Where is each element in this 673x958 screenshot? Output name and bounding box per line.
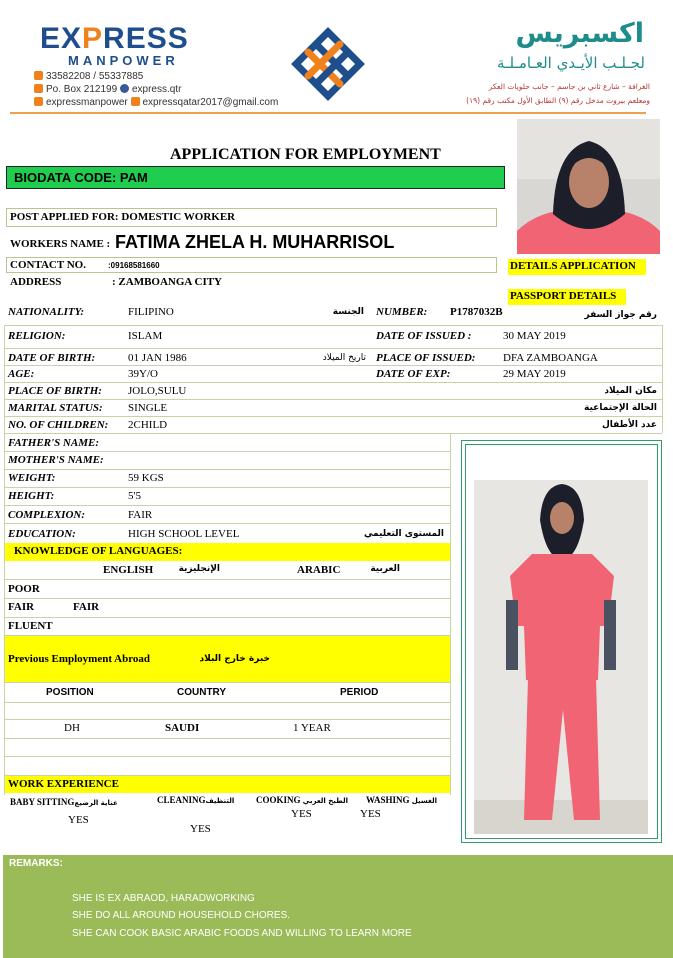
education-arabic: المستوى التعليمي — [363, 529, 444, 539]
email-line: expressmanpower expressqatar2017@gmail.com — [34, 97, 278, 108]
prev-period: 1 YEAR — [293, 722, 331, 734]
page-title: APPLICATION FOR EMPLOYMENT — [170, 146, 441, 163]
weight-value: 59 KGS — [128, 472, 164, 484]
facebook-icon — [120, 84, 129, 93]
header-divider — [10, 112, 646, 114]
languages-heading: KNOWLEDGE OF LANGUAGES: — [14, 545, 183, 557]
height-label: HEIGHT: — [8, 490, 55, 502]
remark-line: SHE IS EX ABRAOD, HARADWORKING — [72, 893, 255, 904]
passport-number-arabic: رقم جواز السفر — [584, 310, 657, 320]
brand-subtitle-arabic: لجـلـب الأيـدي العـامـلـة — [497, 54, 645, 72]
issued-date-value: 30 MAY 2019 — [503, 330, 566, 342]
lang-level-poor: POOR — [8, 583, 40, 595]
remarks-panel — [3, 855, 673, 958]
knot-logo-icon — [288, 24, 370, 104]
brand-manpower: MANPOWER — [68, 53, 179, 68]
pobox-line: Po. Box 212199 express.qtr — [34, 84, 181, 95]
dob-label: DATE OF BIRTH: — [8, 352, 96, 364]
dob-arabic: تاريخ الميلاد — [322, 353, 366, 363]
pob-label: PLACE OF BIRTH: — [8, 385, 102, 397]
contact-value: :09168581660 — [108, 261, 160, 270]
instagram-icon — [34, 97, 43, 106]
baby-sitting-label: BABY SITTINGعناية الرضيع — [10, 797, 118, 807]
pob-value: JOLO,SULU — [128, 385, 187, 397]
remark-line: SHE CAN COOK BASIC ARABIC FOODS AND WILLING TO LEARN MORE — [72, 928, 412, 939]
baby-sitting-value: YES — [68, 814, 89, 826]
lang-english-fair: FAIR — [73, 601, 100, 613]
issued-place-value: DFA ZAMBOANGA — [503, 352, 598, 364]
dob-value: 01 JAN 1986 — [128, 352, 187, 364]
brand-logo-text: EXPRESS — [40, 22, 189, 55]
expiry-value: 29 MAY 2019 — [503, 368, 566, 380]
brand-logo-arabic: اكسبريس — [515, 18, 644, 49]
remarks-label: REMARKS: — [9, 858, 63, 869]
children-label: NO. OF CHILDREN: — [8, 419, 109, 431]
passport-number-value: P1787032B — [450, 306, 503, 318]
age-label: AGE: — [8, 368, 35, 380]
washing-label: WASHING الغسيل — [366, 795, 437, 805]
marital-arabic: الحالة الإجتماعية — [584, 403, 657, 413]
previous-employment-heading: Previous Employment Abroad — [8, 653, 150, 665]
nationality-label: NATIONALITY: — [8, 306, 84, 318]
religion-label: RELIGION: — [8, 330, 66, 342]
col-period: PERIOD — [340, 687, 379, 698]
lang-level-fair: FAIR — [8, 601, 35, 613]
passport-details: PASSPORT DETAILS — [510, 290, 617, 302]
phone-icon — [34, 71, 43, 80]
pob-arabic: مكان الميلاد — [604, 386, 657, 396]
washing-value: YES — [360, 808, 381, 820]
address-value: : ZAMBOANGA CITY — [112, 276, 223, 288]
post-applied: POST APPLIED FOR: DOMESTIC WORKER — [10, 211, 236, 223]
nationality-value: FILIPINO — [128, 306, 174, 318]
education-value: HIGH SCHOOL LEVEL — [128, 528, 240, 540]
weight-label: WEIGHT: — [8, 472, 56, 484]
cooking-value: YES — [291, 808, 312, 820]
issued-date-label: DATE OF ISSUED : — [376, 330, 472, 342]
full-body-photo — [474, 480, 648, 834]
passport-number-label: NUMBER: — [376, 306, 428, 318]
children-arabic: عدد الأطفال — [601, 420, 657, 430]
prev-position: DH — [64, 722, 80, 734]
marital-label: MARITAL STATUS: — [8, 402, 103, 414]
address-arabic-1: الغرافة – شارع ثاني بن جاسم – جانب حلويات العكر — [488, 82, 650, 91]
cooking-label: COOKING الطبخ العربي — [256, 795, 348, 805]
work-experience-heading: WORK EXPERIENCE — [8, 778, 119, 790]
expiry-label: DATE OF EXP: — [376, 368, 451, 380]
lang-level-fluent: FLUENT — [8, 620, 53, 632]
complexion-value: FAIR — [128, 509, 153, 521]
complexion-label: COMPLEXION: — [8, 509, 86, 521]
remark-line: SHE DO ALL AROUND HOUSEHOLD CHORES. — [72, 910, 291, 921]
marital-value: SINGLE — [128, 402, 168, 414]
address-arabic-2: ومعلعم بيروت مدخل رقم (٩) الطابق الأول مكتب رقم (١٩) — [466, 96, 650, 105]
cleaning-label: CLEANINGالتنظيف — [157, 795, 235, 805]
biodata-code: BIODATA CODE: PAM — [6, 166, 505, 189]
children-value: 2CHILD — [128, 419, 168, 431]
education-label: EDUCATION: — [8, 528, 76, 540]
portrait-photo — [517, 119, 660, 254]
col-position: POSITION — [46, 687, 94, 698]
details-application: DETAILS APPLICATION — [510, 260, 636, 272]
contact-label: CONTACT NO. — [10, 259, 86, 271]
religion-value: ISLAM — [128, 330, 163, 342]
phone-line: 33582208 / 55337885 — [34, 71, 143, 82]
workers-name-label: WORKERS NAME : — [10, 238, 111, 250]
workers-name: FATIMA ZHELA H. MUHARRISOL — [115, 232, 395, 252]
arabic-label: ARABIC — [297, 564, 341, 576]
col-country: COUNTRY — [177, 687, 227, 698]
nationality-arabic: الجنسة — [332, 307, 364, 317]
english-arabic: الإنجليزية — [178, 564, 220, 574]
address-label: ADDRESS — [10, 276, 62, 288]
mother-label: MOTHER'S NAME: — [8, 454, 104, 466]
height-value: 5'5 — [128, 490, 141, 502]
arabic-arabic: العربية — [370, 564, 400, 574]
cleaning-value: YES — [190, 823, 211, 835]
issued-place-label: PLACE OF ISSUED: — [376, 352, 476, 364]
email-icon — [131, 97, 140, 106]
prev-country: SAUDI — [165, 722, 200, 734]
english-label: ENGLISH — [103, 564, 154, 576]
previous-employment-arabic: خبرة خارج البلاد — [199, 654, 270, 664]
father-label: FATHER'S NAME: — [8, 437, 99, 449]
mail-icon — [34, 84, 43, 93]
age-value: 39Y/O — [128, 368, 158, 380]
